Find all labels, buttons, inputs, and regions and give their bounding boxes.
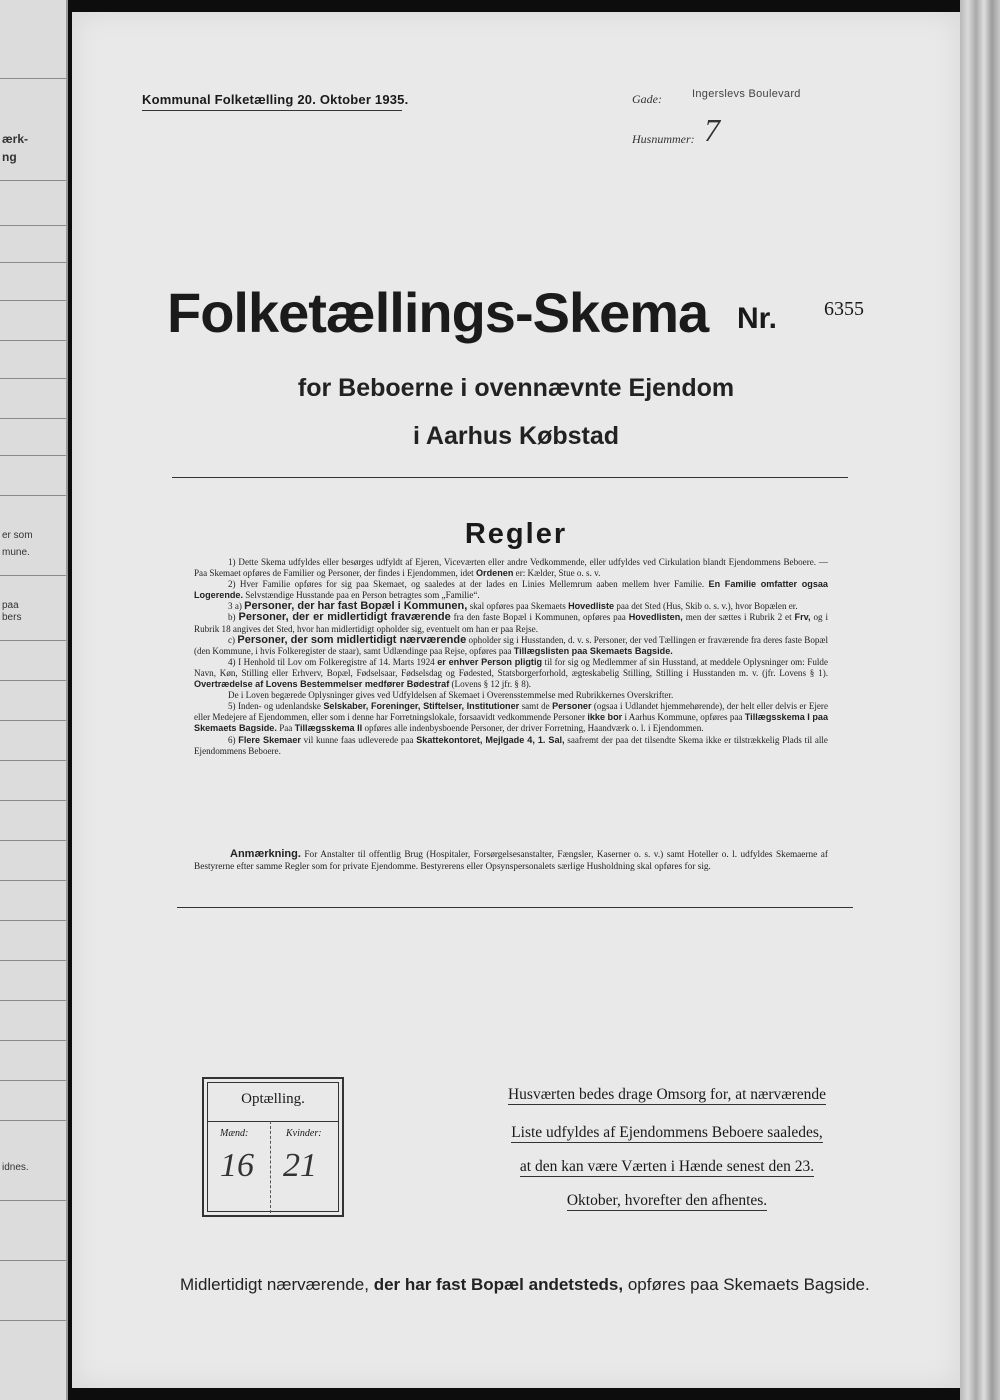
gade-label: Gade: [632, 92, 662, 106]
women-label: Kvinder: [286, 1128, 322, 1139]
count-box-divider [270, 1121, 272, 1213]
ruled-line [0, 800, 66, 801]
men-label: Mænd: [220, 1128, 249, 1139]
left-page-text: mune. [2, 547, 30, 558]
rule-3a: 3 a) Personer, der har fast Bopæl i Kommunen, skal opføres paa Skemaets Hovedliste paa det Sted (Hus, Skib o. s. v.), hvor Bopælen er. [228, 600, 798, 613]
ruled-line [0, 1000, 66, 1001]
count-box [202, 1077, 344, 1217]
notice-line: Liste udfyldes af Ejendommens Beboere saaledes, [511, 1124, 823, 1141]
left-page-text: er som [2, 530, 33, 541]
subtitle: i Aarhus Købstad [412, 422, 620, 450]
husnummer-value: 7 [704, 112, 720, 148]
ruled-line [0, 495, 66, 496]
rules-text [194, 557, 828, 757]
divider [172, 477, 848, 478]
left-page-text: idnes. [2, 1162, 29, 1173]
count-box-rule [208, 1121, 338, 1122]
ruled-line [0, 418, 66, 419]
notice-line: Husværten bedes drage Omsorg for, at nærværende [507, 1086, 827, 1103]
left-page-text: ærk- [2, 132, 29, 146]
anmaerkning-label: Anmærkning. [230, 848, 301, 860]
census-label: Kommunal Folketælling 20. Oktober 1935. [142, 92, 409, 107]
ruled-line [0, 720, 66, 721]
ruled-line [0, 920, 66, 921]
rules-heading: Regler [464, 518, 568, 550]
ruled-line [0, 340, 66, 341]
notice-line: Oktober, hvorefter den afhentes. [566, 1192, 768, 1209]
ruled-line [0, 760, 66, 761]
rule-6: 6) Flere Skemaer vil kunne faas udleverede paa Skattekontoret, Mejlgade 4, 1. Sal, saafremt der paa det tilsendte Skema ikke er tilstrækkelig Plads til alle Ejendommens Beboere. [194, 734, 828, 756]
left-page-text: ng [2, 150, 17, 164]
women-count: 21 [283, 1147, 317, 1184]
ruled-line [0, 1200, 66, 1201]
ruled-line [0, 1320, 66, 1321]
ruled-line [0, 262, 66, 263]
ruled-line [0, 300, 66, 301]
left-page-text: bers [2, 612, 22, 623]
ruled-line [0, 640, 66, 641]
ruled-line [0, 1120, 66, 1121]
gade-value: Ingerslevs Boulevard [692, 88, 801, 100]
page-title: Folketællings-Skema [167, 281, 709, 344]
ruled-line [0, 378, 66, 379]
anmaerkning-text: For Anstalter til offentlig Brug (Hospitaler, Forsørgelsesanstalter, Fængsler, Kaserner o. s. v.) samt Hoteller o. l. udfyldes Skemaerne af Bestyrerne efter samme Regler som for private Ejendomme. Bestyrerens eller Opsynspersonalets særlige Husholdning skal opføres for sig. [194, 850, 829, 872]
anmaerkning [194, 848, 828, 873]
rule-4: 4) I Henhold til Lov om Folkeregistre af 14. Marts 1924 er enhver Person pligtig til for sig og Medlemmer af sin Husstand, at meddele Oplysninger om: Fulde Navn, Køn, Stilling eller Erhverv, Bopæl, Fødselsaar, Fødselsdag og Fødested, Statsborgerforhold, ægteskabelig Stilling, Stilling i Husstanden m. v. (jfr. Lovens § 1). Overtrædelse af Lovens Bestemmelser medfører Bødestraf (Lovens § 12 jfr. § 8). [194, 656, 828, 690]
ruled-line [0, 1080, 66, 1081]
ruled-line [0, 1260, 66, 1261]
ruled-line [0, 1040, 66, 1041]
ruled-line [0, 180, 66, 181]
divider [177, 907, 853, 908]
rule-4b: De i Loven begærede Oplysninger gives ved Udfyldelsen af Skemaet i Overensstemmelse med Rubrikkernes Overskrifter. [228, 690, 674, 701]
census-form-page [72, 12, 960, 1388]
ruled-line [0, 78, 66, 79]
men-count: 16 [220, 1147, 254, 1184]
rule-1: 1) Dette Skema udfyldes eller besørges udfyldt af Ejeren, Viceværten eller andre Vedkommende, eller udfyldes ved Cirkulation blandt Ejendommens Beboere. — Paa Skemaet opføres de Familier og Personer, der findes i Ejendommen, idet Ordenen er: Kælder, Stue o. s. v. [194, 557, 828, 579]
count-box-title: Optælling. [241, 1091, 305, 1107]
page-stack-edge [960, 0, 1000, 1400]
ruled-line [0, 960, 66, 961]
subtitle: for Beboerne i ovennævnte Ejendom [297, 374, 735, 402]
ruled-line [0, 225, 66, 226]
left-page-text: paa [2, 600, 19, 611]
rule-2: 2) Hver Familie opføres for sig paa Skemaet, og saaledes at der lades en Linies Mellemrum aaben mellem hver Familie. En Familie omfatter ogsaa Logerende. Selvstændige Husstande paa en Person betragtes som „Familie“. [194, 579, 828, 601]
left-page-fragment [0, 0, 68, 1400]
ruled-line [0, 575, 66, 576]
husnummer-label: Husnummer: [632, 132, 695, 146]
ruled-line [0, 680, 66, 681]
rule-3c: c) Personer, der som midlertidigt nærværende opholder sig i Husstanden, d. v. s. Personer, der ved Tællingen er fraværende fra deres faste Bopæl (den Kommune, i hvis Folkeregister de staar), samt Udlændinge paa Rejse, opføres paa Tillægslisten paa Skemaets Bagside. [194, 633, 829, 656]
notice-line: at den kan være Værten i Hænde senest den 23. [519, 1158, 815, 1175]
count-box-inner [207, 1082, 339, 1212]
ruled-line [0, 840, 66, 841]
title-nr-label: Nr. [737, 302, 778, 335]
ruled-line [0, 455, 66, 456]
underline [142, 110, 402, 111]
ruled-line [0, 880, 66, 881]
rule-5: 5) Inden- og udenlandske Selskaber, Foreninger, Stiftelser, Institutioner samt de Personer (ogsaa i Udlandet hjemmehørende), der helt eller delvis er Ejere eller Medejere af Ejendommen, eller som i denne har Forretningslokale, forsaavidt vedkommende Personer ikke bor i Aarhus Kommune, opføres paa Tillægsskema I paa Skemaets Bagside. Paa Tillægsskema II opføres alle indenbysboende Personer, der driver Forretning, Haandværk o. l. i Ejendommen. [194, 701, 829, 734]
footer-note: Midlertidigt nærværende, der har fast Bopæl andetsteds, opføres paa Skemaets Bagside. [180, 1275, 870, 1294]
rule-3b: b) Personer, der er midlertidigt fraværende fra den faste Bopæl i Kommunen, opføres paa Hovedlisten, men der sættes i Rubrik 2 et Frv, og i Rubrik 18 angives det Sted, hvor han midlertidigt opholder sig, eventuelt om han er paa Rejse. [194, 611, 829, 634]
form-number: 6355 [824, 298, 864, 320]
